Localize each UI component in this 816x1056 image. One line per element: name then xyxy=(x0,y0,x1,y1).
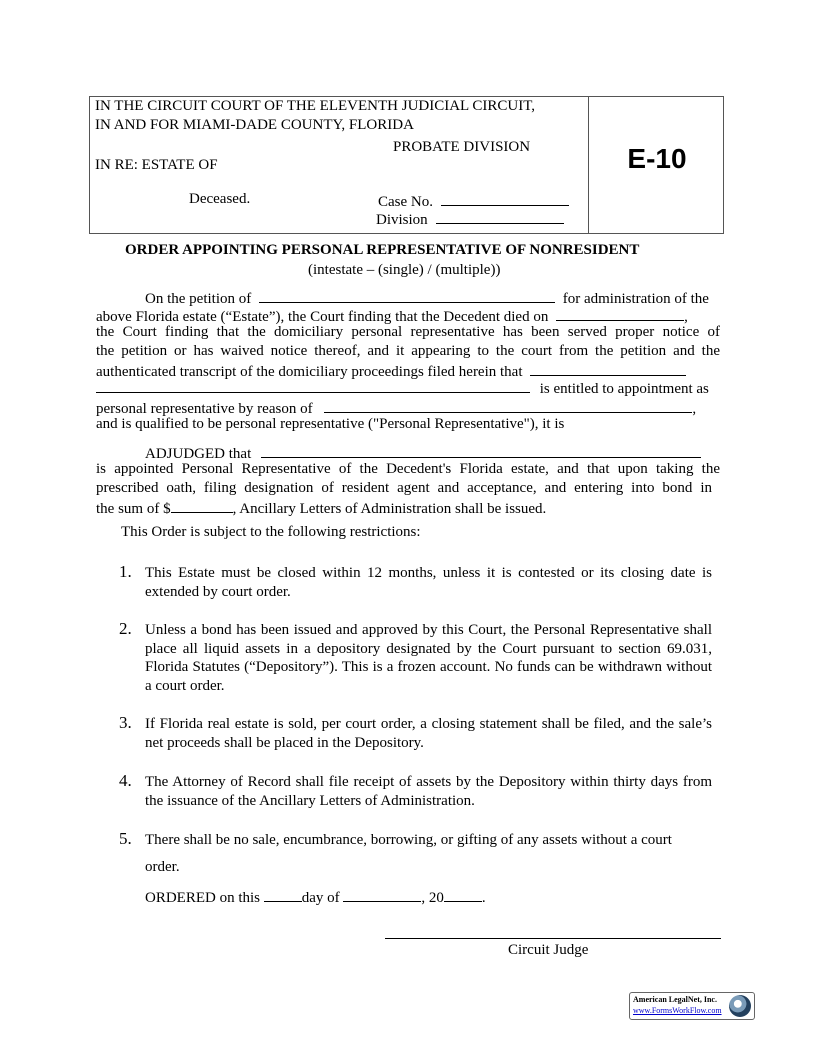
restriction-number: 2. xyxy=(119,619,132,638)
reason-label: personal representative by reason of xyxy=(96,401,313,417)
comma: , xyxy=(684,309,688,325)
body-line-8: and is qualified to be personal representative ("Personal Representative"), it is xyxy=(96,416,565,432)
publisher-name: American LegalNet, Inc. xyxy=(633,995,717,1004)
restrictions-intro: This Order is subject to the following restrictions: xyxy=(121,524,421,540)
restriction-number: 4. xyxy=(119,771,132,790)
body-line-7 xyxy=(96,398,696,418)
ordered-line xyxy=(145,887,486,907)
case-number-label: Case No. xyxy=(378,194,433,210)
reason-field[interactable] xyxy=(324,398,692,413)
date-of-death-field[interactable] xyxy=(556,306,684,321)
petitioner-field[interactable] xyxy=(259,288,555,303)
body-line-6 xyxy=(96,378,709,398)
petition-label-end: for administration of the xyxy=(562,291,709,307)
judge-title: Circuit Judge xyxy=(508,942,589,958)
appointee-field[interactable] xyxy=(261,443,701,458)
adjudged-line-2: is appointed Personal Representative of the Decedent's Florida estate, and that upon taking the xyxy=(96,461,720,477)
body-line-3: the Court finding that the domiciliary personal representative has been served proper notice of xyxy=(96,324,720,340)
ordered-label: ORDERED on this xyxy=(145,890,261,906)
ordered-month-field[interactable] xyxy=(343,887,421,902)
order-subtitle: (intestate – (single) / (multiple)) xyxy=(308,262,501,278)
division-field[interactable] xyxy=(436,209,564,224)
bond-label: the sum of $ xyxy=(96,501,171,517)
restriction-item: If Florida real estate is sold, per court order, a closing statement shall be filed, and the sale’s net proceeds shall be placed in the Depository. xyxy=(145,716,712,751)
restriction-number: 5. xyxy=(119,829,132,848)
division-row xyxy=(376,209,564,229)
adjudged-line-4 xyxy=(96,498,546,518)
transcript-field-b[interactable] xyxy=(96,378,530,393)
order-title: ORDER APPOINTING PERSONAL REPRESENTATIVE OF NONRESIDENT xyxy=(125,242,640,258)
globe-logo-icon xyxy=(729,995,751,1017)
letters-label: , Ancillary Letters of Administration shall be issued. xyxy=(232,501,547,517)
division-heading: PROBATE DIVISION xyxy=(393,139,531,155)
date-of-death-line xyxy=(96,306,688,326)
adjudged-line xyxy=(145,443,701,463)
adjudged-line-3: prescribed oath, filing designation of resident agent and acceptance, and entering into bond in xyxy=(96,480,712,496)
transcript-label: authenticated transcript of the domiciliary proceedings filed herein that xyxy=(96,364,523,380)
restriction-item: There shall be no sale, encumbrance, borrowing, or gifting of any assets without a court xyxy=(145,832,672,848)
case-number-row xyxy=(378,191,569,211)
restriction-item: The Attorney of Record shall file receipt of assets by the Depository within thirty days from the issuance of the Ancillary Letters of Administration. xyxy=(145,774,712,809)
in-re-label: IN RE: ESTATE OF xyxy=(95,157,218,173)
petition-label: On the petition of xyxy=(145,291,252,307)
deceased-label: Deceased. xyxy=(189,191,251,207)
court-line-1: IN THE CIRCUIT COURT OF THE ELEVENTH JUDICIAL CIRCUIT, xyxy=(95,98,536,114)
form-code: E-10 xyxy=(627,143,687,174)
publisher-url[interactable]: www.FormsWorkFlow.com xyxy=(633,1006,722,1015)
restriction-item-continued: order. xyxy=(145,859,180,875)
petition-line xyxy=(145,288,709,308)
judge-signature-line[interactable] xyxy=(385,938,721,939)
day-of-label: day of xyxy=(301,890,340,906)
caption-divider xyxy=(588,96,589,234)
entitled-label: is entitled to appointment as xyxy=(539,381,709,397)
ordered-year-field[interactable] xyxy=(444,887,482,902)
restriction-item: This Estate must be closed within 12 months, unless it is contested or its closing date is extended by court order. xyxy=(145,565,712,600)
year-prefix: , 20 xyxy=(421,890,444,906)
restriction-number: 3. xyxy=(119,713,132,732)
adjudged-label: ADJUDGED that xyxy=(145,446,252,462)
division-label: Division xyxy=(376,212,428,228)
ordered-day-field[interactable] xyxy=(264,887,302,902)
period: . xyxy=(481,890,486,906)
restriction-item: Unless a bond has been issued and approved by this Court, the Personal Representative shall place all liquid assets in a depository designated by the Court pursuant to section 69.031, Florida Statutes (“Depository”). This is a frozen account. No funds can be withdrawn without a court order. xyxy=(145,622,712,694)
transcript-field-a[interactable] xyxy=(530,361,686,376)
case-number-field[interactable] xyxy=(441,191,569,206)
bond-amount-field[interactable] xyxy=(171,498,233,513)
body-line-4: the petition or has waived notice thereof, and it appearing to the court from the petition and the xyxy=(96,343,720,359)
restriction-number: 1. xyxy=(119,562,132,581)
date-of-death-label: above Florida estate (“Estate”), the Court finding that the Decedent died on xyxy=(96,309,549,325)
comma: , xyxy=(692,401,697,417)
publisher-badge[interactable] xyxy=(629,992,755,1020)
court-line-2: IN AND FOR MIAMI-DADE COUNTY, FLORIDA xyxy=(95,117,414,133)
